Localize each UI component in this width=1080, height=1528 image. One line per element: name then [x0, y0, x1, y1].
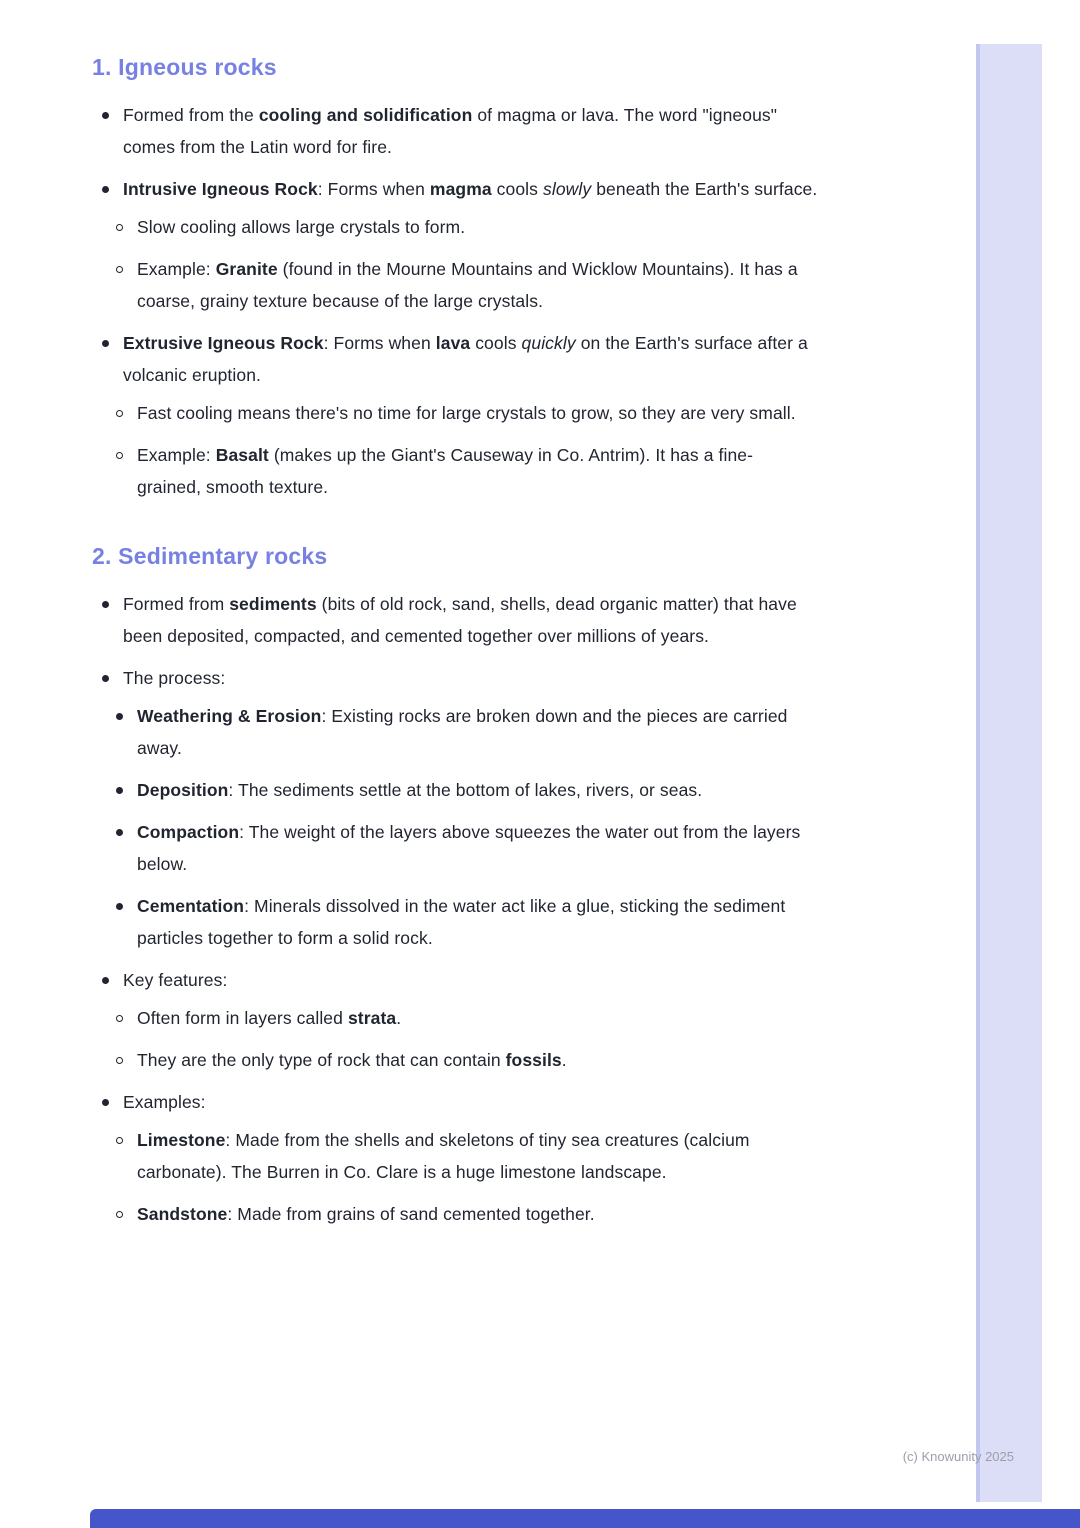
list-item-text: Often form in layers called strata. [137, 1008, 402, 1028]
bullet-marker-disc-icon [102, 675, 109, 682]
list-item-text: Compaction: The weight of the layers above squeezes the water out from the layers below. [137, 822, 801, 874]
list-item-text: Example: Basalt (makes up the Giant's Causeway in Co. Antrim). It has a fine-grained, smooth texture. [137, 445, 754, 497]
sub-list-item [116, 700, 838, 764]
right-edge-bar [976, 44, 1042, 1502]
bullet-marker-disc-icon [116, 787, 123, 794]
list-item-row [116, 890, 838, 954]
list-item-row [116, 1198, 838, 1230]
list-item-text: They are the only type of rock that can contain fossils. [137, 1050, 567, 1070]
list-item-text: Cementation: Minerals dissolved in the water act like a glue, sticking the sediment particles together to form a solid rock. [137, 896, 786, 948]
sub-list-item [116, 211, 838, 243]
list-item [102, 173, 838, 317]
bullet-marker-disc-icon [102, 1099, 109, 1106]
sub-bullet-list [102, 1124, 838, 1230]
bullet-marker-disc-icon [116, 903, 123, 910]
bullet-marker-circle-icon [116, 224, 123, 231]
bullet-marker-circle-icon [116, 1211, 123, 1218]
list-item-text: Formed from sediments (bits of old rock, sand, shells, dead organic matter) that have been deposited, compacted, and cemented together over millions of years. [123, 594, 797, 646]
list-item [102, 327, 838, 503]
bullet-marker-circle-icon [116, 410, 123, 417]
list-item-row [116, 774, 838, 806]
list-item-text: Key features: [123, 970, 228, 990]
sub-list-item [116, 1002, 838, 1034]
bullet-marker-circle-icon [116, 266, 123, 273]
sub-list-item [116, 774, 838, 806]
list-item-row [102, 1086, 838, 1118]
bullet-marker-circle-icon [116, 1137, 123, 1144]
sub-bullet-list [102, 700, 838, 954]
list-item [102, 99, 838, 163]
list-item [102, 662, 838, 954]
list-item-text: The process: [123, 668, 226, 688]
list-item-row [102, 99, 838, 163]
sub-bullet-list [102, 397, 838, 503]
list-item-row [116, 397, 838, 429]
list-item-text: Formed from the cooling and solidification of magma or lava. The word "igneous" comes from the Latin word for fire. [123, 105, 778, 157]
bullet-marker-disc-icon [102, 977, 109, 984]
list-item-text: Limestone: Made from the shells and skeletons of tiny sea creatures (calcium carbonate). The Burren in Co. Clare is a huge limestone landscape. [137, 1130, 750, 1182]
bullet-marker-circle-icon [116, 1057, 123, 1064]
list-item-text: Fast cooling means there's no time for large crystals to grow, so they are very small. [137, 403, 796, 423]
list-item-row [116, 1124, 838, 1188]
list-item-row [102, 588, 838, 652]
sub-bullet-list [102, 1002, 838, 1076]
sub-list-item [116, 816, 838, 880]
bullet-marker-circle-icon [116, 452, 123, 459]
list-item [102, 964, 838, 1076]
list-item [102, 1086, 838, 1230]
bullet-marker-disc-icon [102, 186, 109, 193]
sub-list-item [116, 890, 838, 954]
list-item-text: Deposition: The sediments settle at the bottom of lakes, rivers, or seas. [137, 780, 703, 800]
list-item-row [116, 816, 838, 880]
list-item-text: Intrusive Igneous Rock: Forms when magma cools slowly beneath the Earth's surface. [123, 179, 818, 199]
section-heading: 1. Igneous rocks [92, 54, 277, 80]
bullet-marker-disc-icon [102, 112, 109, 119]
sub-list-item [116, 253, 838, 317]
list-item [102, 588, 838, 652]
bullet-marker-disc-icon [102, 340, 109, 347]
bullet-list [92, 588, 838, 1230]
next-page-edge [90, 1509, 1080, 1528]
list-item-row [102, 173, 838, 205]
watermark: (c) Knowunity 2025 [902, 1449, 1014, 1464]
bullet-marker-disc-icon [116, 713, 123, 720]
sub-list-item [116, 1124, 838, 1188]
list-item-row [116, 439, 838, 503]
list-item-text: Extrusive Igneous Rock: Forms when lava cools quickly on the Earth's surface after a volcanic eruption. [123, 333, 808, 385]
sub-list-item [116, 439, 838, 503]
bullet-marker-circle-icon [116, 1015, 123, 1022]
list-item-text: Slow cooling allows large crystals to form. [137, 217, 466, 237]
list-item-row [116, 211, 838, 243]
list-item-row [116, 1002, 838, 1034]
notes-document [92, 48, 838, 1240]
list-item-row [116, 253, 838, 317]
list-item-text: Weathering & Erosion: Existing rocks are broken down and the pieces are carried away. [137, 706, 788, 758]
section-heading: 2. Sedimentary rocks [92, 543, 328, 569]
list-item-row [102, 662, 838, 694]
list-item-row [116, 1044, 838, 1076]
bullet-marker-disc-icon [116, 829, 123, 836]
sub-list-item [116, 1044, 838, 1076]
bullet-list [92, 99, 838, 503]
list-item-row [102, 964, 838, 996]
sub-bullet-list [102, 211, 838, 317]
list-item-text: Example: Granite (found in the Mourne Mountains and Wicklow Mountains). It has a coarse, grainy texture because of the large crystals. [137, 259, 798, 311]
sub-list-item [116, 1198, 838, 1230]
bullet-marker-disc-icon [102, 601, 109, 608]
list-item-row [116, 700, 838, 764]
list-item-text: Sandstone: Made from grains of sand cemented together. [137, 1204, 595, 1224]
list-item-text: Examples: [123, 1092, 206, 1112]
list-item-row [102, 327, 838, 391]
sub-list-item [116, 397, 838, 429]
